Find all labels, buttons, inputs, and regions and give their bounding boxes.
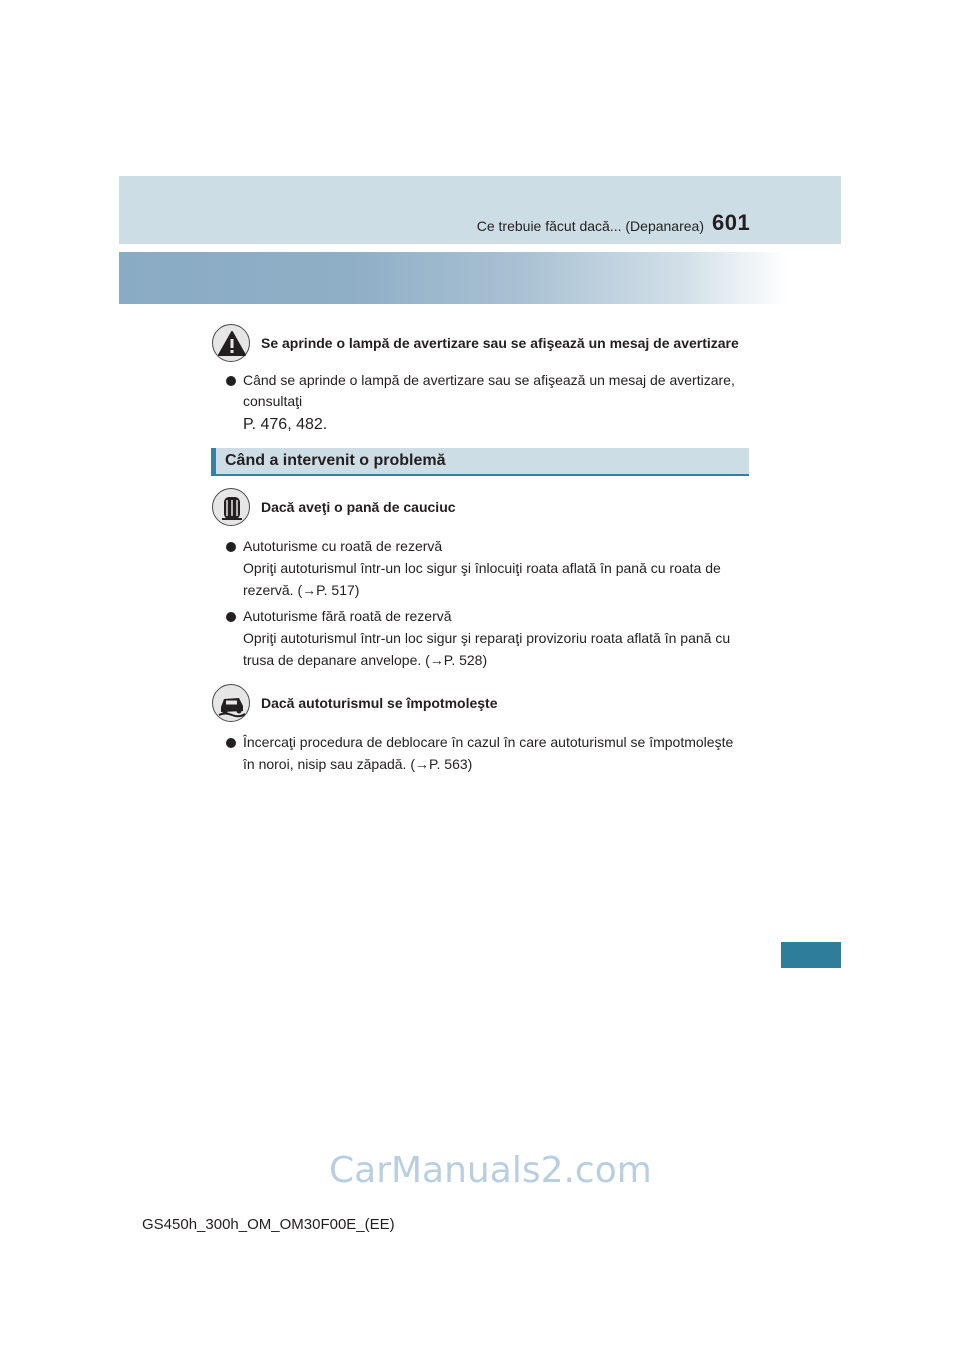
tire-item-line-1b: rezervă. (→P. 517) — [243, 582, 360, 598]
watermark: CarManuals2.com — [329, 1150, 652, 1191]
tire-item-line-2b: trusa de depanare anvelope. (→P. 528) — [243, 652, 488, 668]
tire-item-title-2: Autoturisme fără roată de rezervă — [243, 608, 452, 624]
footer-code: GS450h_300h_OM_OM30F00E_(EE) — [142, 1216, 395, 1233]
warning-text-line-2: consultaţi — [243, 393, 303, 409]
stuck-heading: Dacă autoturismul se împotmoleşte — [261, 695, 498, 711]
section-title: Când a intervenit o problemă — [225, 452, 446, 469]
warning-triangle-icon — [212, 324, 250, 362]
bullet — [226, 542, 236, 552]
warning-heading: Se aprinde o lampă de avertizare sau se afişează un mesaj de avertizare — [261, 335, 739, 351]
chapter-side-tab — [781, 942, 841, 968]
section-bar — [211, 448, 749, 476]
header-title: Ce trebuie făcut dacă... (Depanarea) — [476, 218, 704, 234]
bullet — [226, 738, 236, 748]
chapter-gradient-band — [119, 252, 787, 304]
stuck-vehicle-icon — [212, 684, 250, 722]
tire-item-title-1: Autoturisme cu roată de rezervă — [243, 538, 443, 554]
bullet — [226, 612, 236, 622]
tire-item-line-2a: Opriţi autoturismul într-un loc sigur şi reparaţi provizoriu roata aflată în pană cu — [243, 630, 731, 646]
warning-page-ref: P. 476, 482. — [243, 416, 328, 433]
bullet — [226, 376, 236, 386]
warning-text-line-1: Când se aprinde o lampă de avertizare sau se afişează un mesaj de avertizare, — [243, 372, 735, 388]
section-accent — [211, 448, 216, 474]
stuck-text-line-1: Încercaţi procedura de deblocare în cazul în care autoturismul se împotmoleşte — [243, 734, 734, 750]
tire-item-line-1a: Opriţi autoturismul într-un loc sigur şi înlocuiţi roata aflată în pană cu roata de — [243, 560, 721, 576]
page-number: 601 — [712, 210, 751, 235]
stuck-text-line-2: în noroi, nisip sau zăpadă. (→P. 563) — [243, 756, 473, 772]
flat-tire-icon — [212, 488, 250, 526]
tire-heading: Dacă aveţi o pană de cauciuc — [261, 499, 456, 515]
